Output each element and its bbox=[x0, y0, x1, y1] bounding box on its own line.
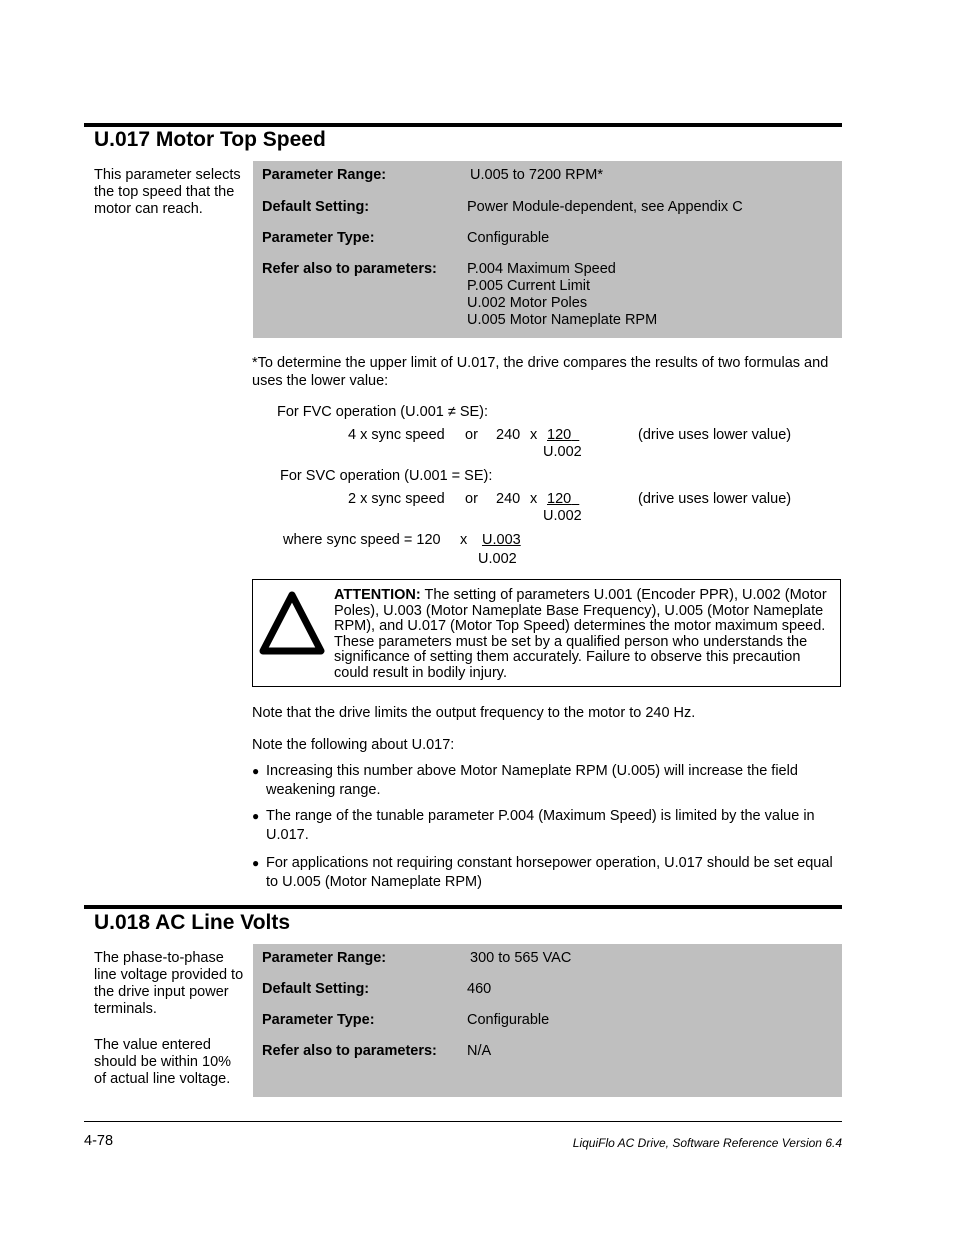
default-setting-value: 460 bbox=[467, 981, 492, 997]
svc-lhs: 2 x sync speed bbox=[348, 491, 445, 507]
side-description: This parameter selects the top speed that the motor can reach. bbox=[94, 167, 241, 217]
param-type-value: Configurable bbox=[467, 1012, 550, 1028]
footer-rule bbox=[84, 1121, 842, 1122]
fvc-heading: For FVC operation (U.001 ≠ SE): bbox=[277, 404, 489, 420]
refer-label: Refer also to parameters: bbox=[262, 1043, 437, 1059]
side-description: The phase-to-phase line voltage provided to the drive input power terminals. bbox=[94, 950, 244, 1017]
bullet-dot: ● bbox=[252, 856, 260, 870]
fvc-or: or bbox=[465, 427, 478, 443]
param-range-label: Parameter Range: bbox=[262, 167, 387, 183]
svc-note: (drive uses lower value) bbox=[638, 491, 792, 507]
refer-item: N/A bbox=[467, 1043, 492, 1059]
note-heading: Note the following about U.017: bbox=[252, 737, 455, 753]
section-rule bbox=[84, 123, 842, 127]
param-type-label: Parameter Type: bbox=[262, 1012, 375, 1028]
refer-item: P.004 Maximum Speed bbox=[467, 261, 616, 277]
parameter-panel bbox=[253, 161, 842, 338]
warning-triangle-icon bbox=[258, 589, 326, 657]
list-item: For applications not requiring constant horsepower operation, U.017 should be set equal to U.005 (Motor Nameplate RPM) bbox=[266, 855, 833, 890]
sync-lhs: where sync speed = 120 bbox=[283, 532, 441, 548]
fvc-lhs: 4 x sync speed bbox=[348, 427, 445, 443]
refer-item: P.005 Current Limit bbox=[467, 278, 591, 294]
fvc-x: x bbox=[530, 427, 538, 443]
section-title: U.017 Motor Top Speed bbox=[94, 128, 326, 151]
svc-denominator: U.002 bbox=[543, 508, 582, 524]
list-item: Increasing this number above Motor Nameplate RPM (U.005) will increase the field weakening range. bbox=[266, 763, 798, 798]
svc-x: x bbox=[530, 491, 538, 507]
parameter-panel bbox=[253, 944, 842, 1097]
fvc-numerator: 120 bbox=[547, 427, 572, 443]
param-range-value: U.005 to 7200 RPM* bbox=[470, 167, 603, 183]
document-title: LiquiFlo AC Drive, Software Reference Version 6.4 bbox=[572, 1136, 842, 1150]
param-type-label: Parameter Type: bbox=[262, 230, 375, 246]
sync-x: x bbox=[460, 532, 468, 548]
sync-numerator: U.003 bbox=[482, 532, 521, 548]
default-setting-value: Power Module-dependent, see Appendix C bbox=[467, 199, 743, 215]
refer-item: U.002 Motor Poles bbox=[467, 295, 588, 311]
bullet-dot: ● bbox=[252, 764, 260, 778]
fvc-note: (drive uses lower value) bbox=[638, 427, 792, 443]
default-setting-label: Default Setting: bbox=[262, 199, 370, 215]
fvc-denominator: U.002 bbox=[543, 444, 582, 460]
svc-heading: For SVC operation (U.001 = SE): bbox=[280, 468, 493, 484]
sync-denominator: U.002 bbox=[478, 551, 517, 567]
section-rule bbox=[84, 905, 842, 909]
attention-text: ATTENTION: The setting of parameters U.001 (Encoder PPR), U.002 (Motor Poles), U.003 (Motor Nameplate Base Frequency), U.005 (Motor Nameplate RPM), and U.017 (Motor Top Speed) determines the motor maximum speed. These parameters must be set by a qualified person who understands the significance of setting them accurately. Failure to observe this precaution could result in bodily injury. bbox=[334, 587, 827, 681]
section-title: U.018 AC Line Volts bbox=[94, 911, 291, 934]
default-setting-label: Default Setting: bbox=[262, 981, 370, 997]
footnote: *To determine the upper limit of U.017, the drive compares the results of two formulas and uses the lower value: bbox=[252, 355, 829, 389]
param-range-value: 300 to 565 VAC bbox=[470, 950, 572, 966]
refer-label: Refer also to parameters: bbox=[262, 261, 437, 277]
svc-or: or bbox=[465, 491, 478, 507]
refer-item: U.005 Motor Nameplate RPM bbox=[467, 312, 658, 328]
note-frequency: Note that the drive limits the output frequency to the motor to 240 Hz. bbox=[252, 705, 696, 721]
param-range-label: Parameter Range: bbox=[262, 950, 387, 966]
fvc-240: 240 bbox=[496, 427, 521, 443]
param-type-value: Configurable bbox=[467, 230, 550, 246]
page-number: 4-78 bbox=[84, 1133, 114, 1149]
attention-box bbox=[252, 579, 841, 687]
svc-numerator: 120 bbox=[547, 491, 572, 507]
list-item: The range of the tunable parameter P.004 (Maximum Speed) is limited by the value in U.017. bbox=[266, 808, 815, 843]
bullet-dot: ● bbox=[252, 809, 260, 823]
svc-240: 240 bbox=[496, 491, 521, 507]
side-description: The value entered should be within 10% of actual line voltage. bbox=[94, 1037, 232, 1087]
